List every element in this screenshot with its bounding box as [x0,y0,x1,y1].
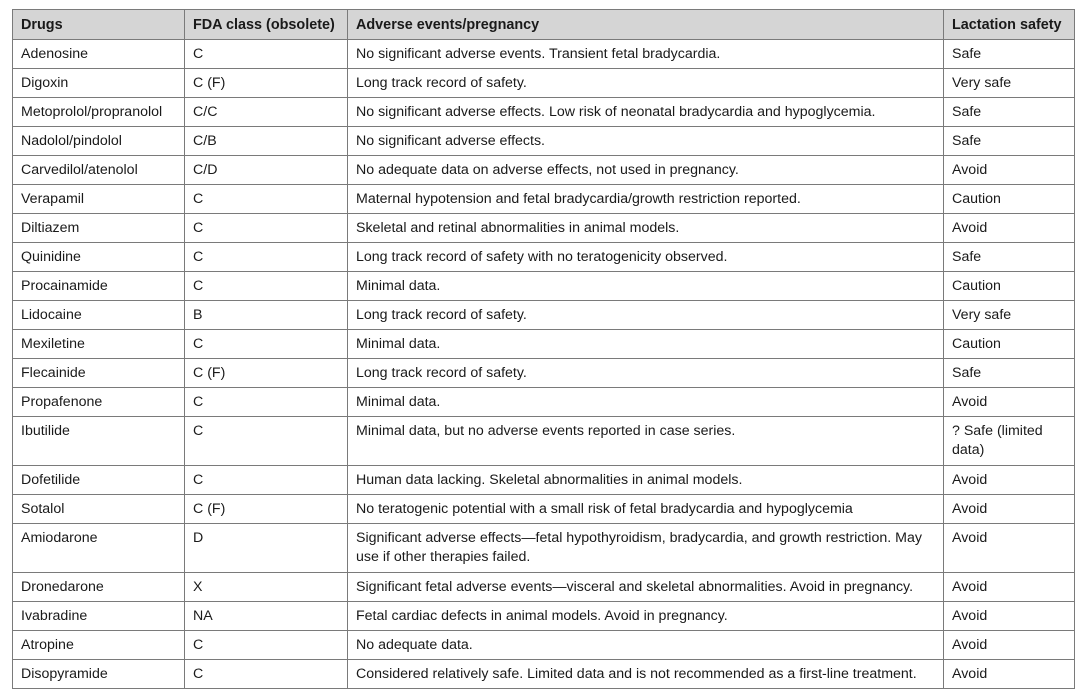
adverse-events-cell: Significant adverse effects—fetal hypothyroidism, bradycardia, and growth restriction. May use if other therapies failed. [348,524,944,573]
lactation-safety-cell: Avoid [944,573,1075,602]
fda-class-cell: C [185,660,348,689]
table-row [13,98,1075,127]
drug-name-cell: Sotalol [13,495,185,524]
adverse-events-cell: Fetal cardiac defects in animal models. Avoid in pregnancy. [348,602,944,631]
adverse-events-cell: No significant adverse effects. [348,127,944,156]
lactation-safety-cell: ? Safe (limited data) [944,417,1075,466]
adverse-events-cell: Long track record of safety. [348,69,944,98]
column-header-drugs: Drugs [13,10,185,40]
adverse-events-cell: No adequate data. [348,631,944,660]
adverse-events-cell: Considered relatively safe. Limited data and is not recommended as a first-line treatment. [348,660,944,689]
lactation-safety-cell: Avoid [944,156,1075,185]
drug-name-cell: Metoprolol/propranolol [13,98,185,127]
column-header-fda-class: FDA class (obsolete) [185,10,348,40]
fda-class-cell: D [185,524,348,573]
table-row [13,573,1075,602]
table-row [13,185,1075,214]
column-header-adverse-events: Adverse events/pregnancy [348,10,944,40]
fda-class-cell: C [185,185,348,214]
drug-name-cell: Adenosine [13,40,185,69]
fda-class-cell: C [185,214,348,243]
lactation-safety-cell: Avoid [944,388,1075,417]
fda-class-cell: NA [185,602,348,631]
lactation-safety-cell: Safe [944,243,1075,272]
drug-name-cell: Quinidine [13,243,185,272]
drug-name-cell: Ibutilide [13,417,185,466]
fda-class-cell: C [185,631,348,660]
table-row [13,330,1075,359]
fda-class-cell: C/B [185,127,348,156]
adverse-events-cell: Skeletal and retinal abnormalities in animal models. [348,214,944,243]
adverse-events-cell: No adequate data on adverse effects, not used in pregnancy. [348,156,944,185]
table-row [13,660,1075,689]
column-header-lactation-safety: Lactation safety [944,10,1075,40]
drug-name-cell: Procainamide [13,272,185,301]
drug-name-cell: Atropine [13,631,185,660]
fda-class-cell: C [185,40,348,69]
drug-name-cell: Carvedilol/atenolol [13,156,185,185]
fda-class-cell: X [185,573,348,602]
table-row [13,272,1075,301]
drug-name-cell: Digoxin [13,69,185,98]
adverse-events-cell: No teratogenic potential with a small risk of fetal bradycardia and hypoglycemia [348,495,944,524]
adverse-events-cell: No significant adverse events. Transient fetal bradycardia. [348,40,944,69]
table-row [13,127,1075,156]
table-row [13,69,1075,98]
table-header [13,10,1075,40]
header-row [13,10,1075,40]
table-row [13,417,1075,466]
adverse-events-cell: Significant fetal adverse events—visceral and skeletal abnormalities. Avoid in pregnancy. [348,573,944,602]
table-row [13,602,1075,631]
adverse-events-cell: Long track record of safety. [348,359,944,388]
table-body [13,40,1075,689]
table-row [13,631,1075,660]
drug-name-cell: Diltiazem [13,214,185,243]
fda-class-cell: C [185,466,348,495]
lactation-safety-cell: Safe [944,98,1075,127]
lactation-safety-cell: Safe [944,359,1075,388]
adverse-events-cell: Long track record of safety. [348,301,944,330]
table-row [13,40,1075,69]
lactation-safety-cell: Safe [944,40,1075,69]
lactation-safety-cell: Safe [944,127,1075,156]
drug-name-cell: Nadolol/pindolol [13,127,185,156]
fda-class-cell: C [185,417,348,466]
fda-class-cell: C [185,243,348,272]
fda-class-cell: C [185,388,348,417]
adverse-events-cell: No significant adverse effects. Low risk of neonatal bradycardia and hypoglycemia. [348,98,944,127]
table-row [13,301,1075,330]
lactation-safety-cell: Avoid [944,214,1075,243]
drug-name-cell: Flecainide [13,359,185,388]
table-row [13,214,1075,243]
drug-name-cell: Dronedarone [13,573,185,602]
table-row [13,466,1075,495]
lactation-safety-cell: Caution [944,272,1075,301]
fda-class-cell: C [185,272,348,301]
table-row [13,359,1075,388]
drug-name-cell: Disopyramide [13,660,185,689]
drug-name-cell: Mexiletine [13,330,185,359]
adverse-events-cell: Minimal data, but no adverse events reported in case series. [348,417,944,466]
table-row [13,495,1075,524]
lactation-safety-cell: Avoid [944,495,1075,524]
fda-class-cell: C (F) [185,495,348,524]
adverse-events-cell: Maternal hypotension and fetal bradycardia/growth restriction reported. [348,185,944,214]
fda-class-cell: C [185,330,348,359]
table-row [13,156,1075,185]
table-row [13,243,1075,272]
adverse-events-cell: Human data lacking. Skeletal abnormalities in animal models. [348,466,944,495]
adverse-events-cell: Minimal data. [348,272,944,301]
adverse-events-cell: Long track record of safety with no teratogenicity observed. [348,243,944,272]
fda-class-cell: B [185,301,348,330]
adverse-events-cell: Minimal data. [348,388,944,417]
lactation-safety-cell: Avoid [944,660,1075,689]
lactation-safety-cell: Avoid [944,602,1075,631]
fda-class-cell: C (F) [185,359,348,388]
lactation-safety-cell: Avoid [944,466,1075,495]
drug-safety-table-container [12,9,1074,689]
drug-name-cell: Propafenone [13,388,185,417]
adverse-events-cell: Minimal data. [348,330,944,359]
lactation-safety-cell: Avoid [944,631,1075,660]
lactation-safety-cell: Caution [944,330,1075,359]
fda-class-cell: C/C [185,98,348,127]
fda-class-cell: C (F) [185,69,348,98]
lactation-safety-cell: Avoid [944,524,1075,573]
table-row [13,388,1075,417]
drug-name-cell: Verapamil [13,185,185,214]
drug-name-cell: Dofetilide [13,466,185,495]
drug-safety-table [12,9,1075,689]
drug-name-cell: Amiodarone [13,524,185,573]
fda-class-cell: C/D [185,156,348,185]
lactation-safety-cell: Very safe [944,69,1075,98]
lactation-safety-cell: Caution [944,185,1075,214]
table-row [13,524,1075,573]
lactation-safety-cell: Very safe [944,301,1075,330]
drug-name-cell: Lidocaine [13,301,185,330]
drug-name-cell: Ivabradine [13,602,185,631]
